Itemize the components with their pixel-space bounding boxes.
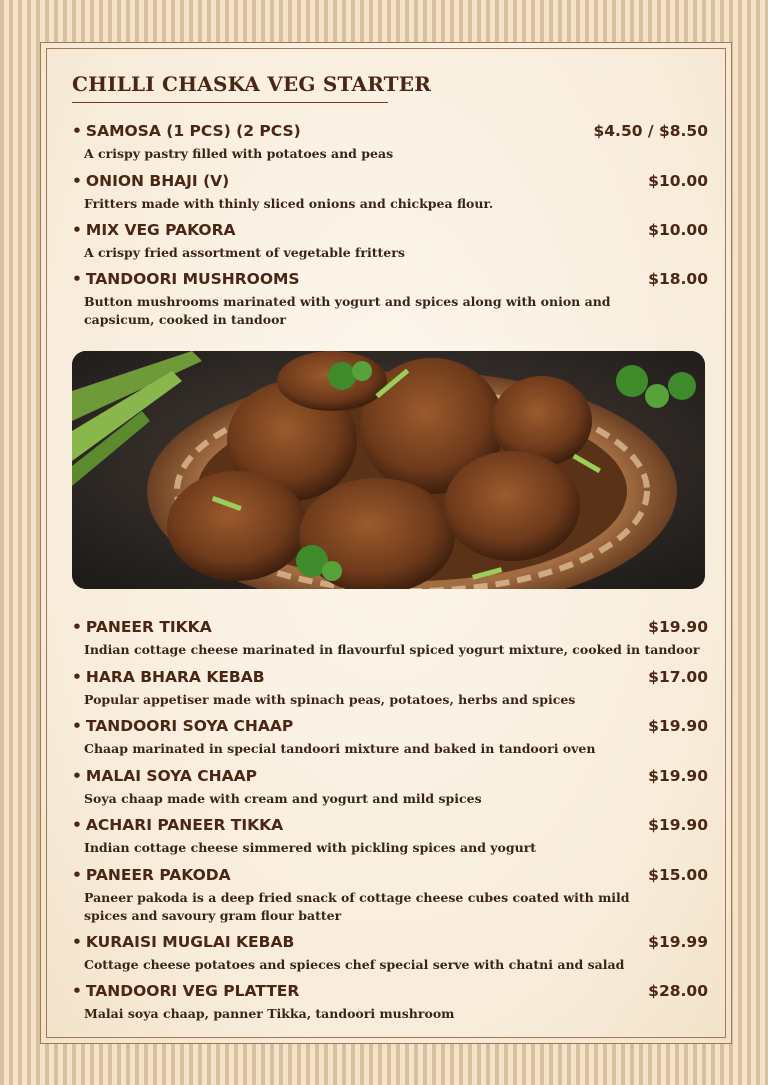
item-name: • PANEER TIKKA xyxy=(72,618,212,636)
title-underline xyxy=(72,102,388,103)
menu-item xyxy=(72,767,708,808)
item-description: Soya chaap made with cream and yogurt and mild spices xyxy=(84,791,482,806)
kebab-plate-photo xyxy=(72,351,705,589)
item-price: $15.00 xyxy=(648,866,708,884)
item-price: $19.90 xyxy=(648,717,708,735)
item-description: A crispy fried assortment of vegetable fritters xyxy=(84,245,405,260)
item-name: • ONION BHAJI (V) xyxy=(72,172,229,190)
item-description: Chaap marinated in special tandoori mixture and baked in tandoori oven xyxy=(84,741,596,756)
item-description: Cottage cheese potatoes and spieces chef special serve with chatni and salad xyxy=(84,957,625,972)
item-price: $10.00 xyxy=(648,172,708,190)
item-description: Malai soya chaap, panner Tikka, tandoori mushroom xyxy=(84,1006,455,1021)
item-description: Paneer pakoda is a deep fried snack of cottage cheese cubes coated with mild spices and savoury gram flour batter xyxy=(84,890,630,923)
item-price: $18.00 xyxy=(648,270,708,288)
item-price: $10.00 xyxy=(648,221,708,239)
menu-item xyxy=(72,172,708,213)
item-price: $4.50 / $8.50 xyxy=(593,122,708,140)
item-price: $19.90 xyxy=(648,767,708,785)
item-name: • SAMOSA (1 PCS) (2 PCS) xyxy=(72,122,301,140)
menu-item xyxy=(72,618,708,659)
item-price: $17.00 xyxy=(648,668,708,686)
menu-item xyxy=(72,221,708,262)
item-description: Indian cottage cheese simmered with pickling spices and yogurt xyxy=(84,840,537,855)
item-name: • TANDOORI SOYA CHAAP xyxy=(72,717,293,735)
menu-item xyxy=(72,270,708,329)
item-description: Indian cottage cheese marinated in flavourful spiced yogurt mixture, cooked in tandoor xyxy=(84,642,700,657)
item-name: • KURAISI MUGLAI KEBAB xyxy=(72,933,294,951)
item-description: Fritters made with thinly sliced onions and chickpea flour. xyxy=(84,196,494,211)
item-price: $19.99 xyxy=(648,933,708,951)
kebab-plate-image xyxy=(72,351,705,589)
item-price: $28.00 xyxy=(648,982,708,1000)
item-description: Popular appetiser made with spinach peas, potatoes, herbs and spices xyxy=(84,692,576,707)
menu-item xyxy=(72,866,708,925)
menu-item xyxy=(72,668,708,709)
item-name: • MALAI SOYA CHAAP xyxy=(72,767,257,785)
menu-item xyxy=(72,933,708,974)
item-price: $19.90 xyxy=(648,618,708,636)
item-description: Button mushrooms marinated with yogurt and spices along with onion and capsicum, cooked in tandoor xyxy=(84,294,611,327)
item-name: • PANEER PAKODA xyxy=(72,866,231,884)
item-name: • TANDOORI VEG PLATTER xyxy=(72,982,299,1000)
item-name: • ACHARI PANEER TIKKA xyxy=(72,816,283,834)
item-name: • MIX VEG PAKORA xyxy=(72,221,236,239)
menu-item xyxy=(72,816,708,857)
item-name: • TANDOORI MUSHROOMS xyxy=(72,270,300,288)
item-description: A crispy pastry filled with potatoes and peas xyxy=(84,146,394,161)
section-title: CHILLI CHASKA VEG STARTER xyxy=(72,72,432,96)
menu-item xyxy=(72,982,708,1023)
menu-item xyxy=(72,122,708,163)
menu-item xyxy=(72,717,708,758)
item-name: • HARA BHARA KEBAB xyxy=(72,668,265,686)
item-price: $19.90 xyxy=(648,816,708,834)
